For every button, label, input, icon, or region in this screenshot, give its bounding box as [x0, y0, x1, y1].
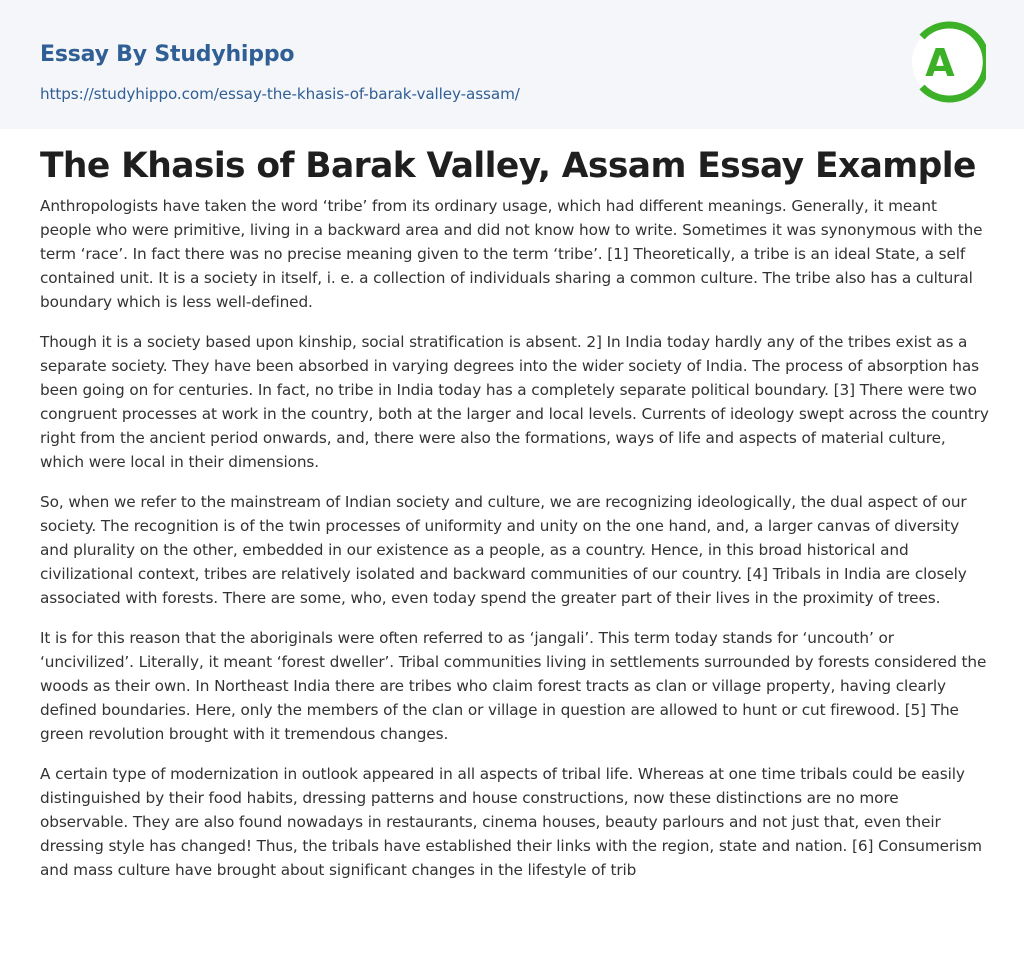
essay-url-link[interactable]: https://studyhippo.com/essay-the-khasis-of-barak-valley-assam/: [40, 85, 520, 103]
site-brand[interactable]: Essay By Studyhippo: [40, 42, 295, 67]
essay-paragraph: It is for this reason that the aboriginals were often referred to as ‘jangali’. This term today stands for ‘uncouth’ or ‘uncivilized’. Literally, it meant ‘forest dweller’. Tribal communities living in settlements surrounded by forests considered the woods as their own. In Northeast India there are tribes who claim forest tracts as clan or village property, having clearly defined boundaries. Here, only the members of the clan or village in question are allowed to hunt or cut firewood. [5] The green revolution brought with it tremendous changes.: [40, 629, 987, 743]
logo-letter: A: [925, 41, 955, 85]
essay-paragraph: So, when we refer to the mainstream of Indian society and culture, we are recognizing ideologically, the dual aspect of our society. The recognition is of the twin processes of uniformity and unity on the one hand, and, a larger canvas of diversity and plurality on the other, embedded in our existence as a people, as a country. Hence, in this broad historical and civilizational context, tribes are relatively isolated and backward communities of our country. [4] Tribals in India are closely associated with forests. There are some, who, even today spend the greater part of their lives in the proximity of trees.: [40, 493, 967, 607]
studyhippo-logo-icon[interactable]: [912, 19, 986, 105]
essay-paragraph: Anthropologists have taken the word ‘tribe’ from its ordinary usage, which had different meanings. Generally, it meant people who were primitive, living in a backward area and did not know how to write. Sometimes it was synonymous with the term ‘race’. In fact there was no precise meaning given to the term ‘tribe’. [1] Theoretically, a tribe is an ideal State, a self contained unit. It is a society in itself, i. e. a collection of individuals sharing a common culture. The tribe also has a cultural boundary which is less well-defined.: [40, 197, 983, 311]
page-title: The Khasis of Barak Valley, Assam Essay Example: [40, 146, 976, 186]
site-header: [0, 0, 1024, 129]
essay-paragraph: A certain type of modernization in outlook appeared in all aspects of tribal life. Whereas at one time tribals could be easily distinguished by their food habits, dressing patterns and house constructions, now these distinctions are no more observable. They are also found nowadays in restaurants, cinema houses, beauty parlours and not just that, even their dressing style has changed! Thus, the tribals have established their links with the region, state and nation. [6] Consumerism and mass culture have brought about significant changes in the lifestyle of trib: [40, 765, 982, 879]
essay-body: [40, 194, 990, 898]
essay-paragraph: Though it is a society based upon kinship, social stratification is absent. 2] In India today hardly any of the tribes exist as a separate society. They have been absorbed in varying degrees into the wider society of India. The process of absorption has been going on for centuries. In fact, no tribe in India today has a completely separate political boundary. [3] There were two congruent processes at work in the country, both at the larger and local levels. Currents of ideology swept across the country right from the ancient period onwards, and, there were also the formations, ways of life and aspects of material culture, which were local in their dimensions.: [40, 333, 989, 471]
